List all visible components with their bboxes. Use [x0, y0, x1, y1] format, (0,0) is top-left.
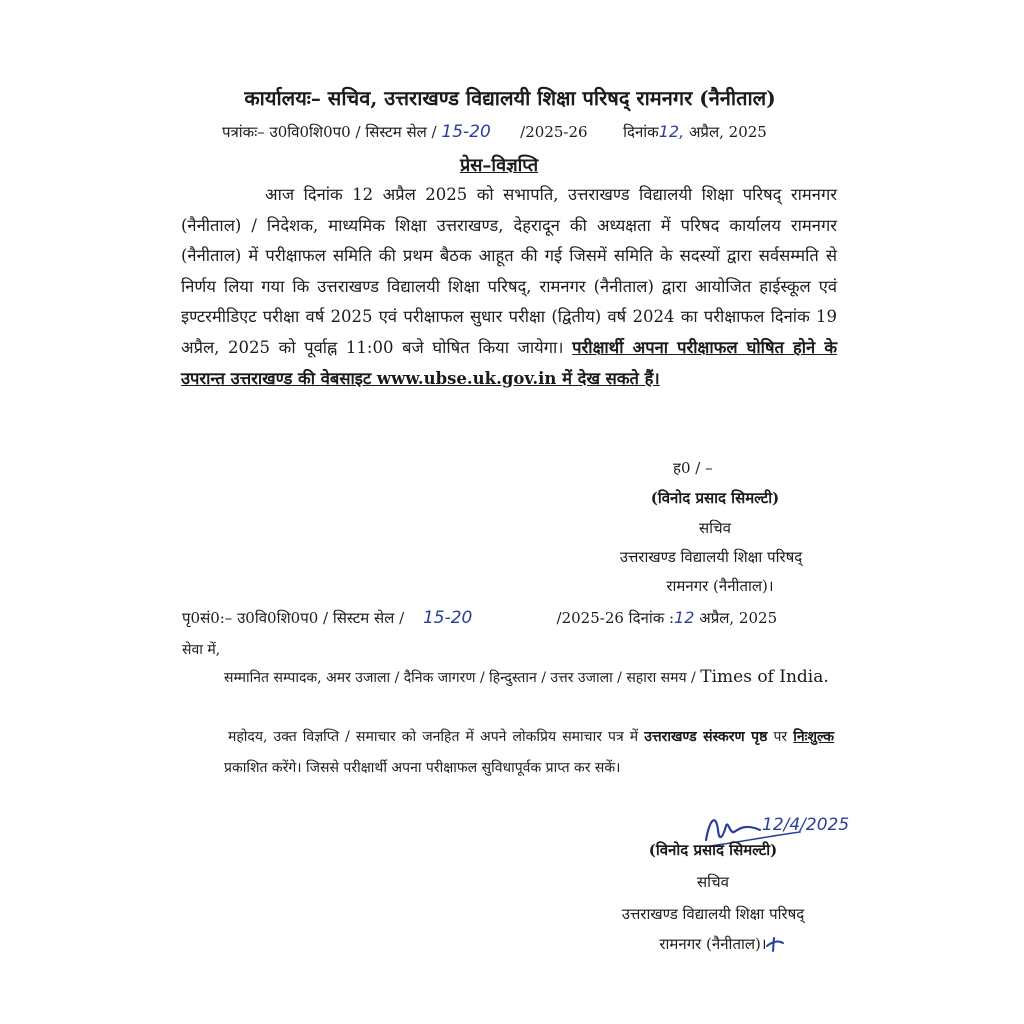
letter-reference-line	[222, 122, 767, 142]
letter-date-label: दिनांक	[623, 123, 659, 141]
request-text-3: प्रकाशित करेंगे। जिससे परीक्षार्थी अपना परीक्षाफल सुविधापूर्वक प्राप्त कर सकें।	[224, 760, 621, 776]
signatory-name-1: (विनोद प्रसाद सिमल्टी)	[650, 489, 780, 507]
recipient-times-of-india: Times of India.	[700, 667, 829, 687]
signatory-org-2: उत्तराखण्ड विद्यालयी शिक्षा परिषद्	[621, 905, 805, 923]
signature-date: 12/4/2025	[762, 815, 850, 835]
announcement-paragraph	[181, 180, 837, 394]
signatory-org-1: उत्तराखण्ड विद्यालयी शिक्षा परिषद्	[619, 548, 803, 566]
handwritten-endorsement-number: 15-20	[422, 608, 473, 628]
signatory-place-1: रामनगर (नैनीताल)।	[666, 577, 774, 595]
signatory-designation-2: सचिव	[697, 873, 729, 891]
ink-tick-mark	[764, 934, 786, 954]
publication-request	[224, 722, 834, 784]
announcement-text: आज दिनांक 12 अप्रैल 2025 को सभापति, उत्तराखण्ड विद्यालयी शिक्षा परिषद् रामनगर (नैनीताल) / निदेशक, माध्यमिक शिक्षा उत्तराखण्ड, देहरादून की अध्यक्षता में परिषद कार्यालय रामनगर (नैनीताल) में परीक्षाफल समिति की प्रथम बैठक आहूत की गई जिसमें समिति के सदस्यों द्वारा सर्वसम्मति से निर्णय लिया गया कि उत्तराखण्ड विद्यालयी शिक्षा परिषद्, रामनगर (नैनीताल) द्वारा आयोजित हाईस्कूल एवं इण्टरमीडिएट परीक्षा वर्ष 2025 एवं परीक्षाफल सुधार परीक्षा (द्वितीय) वर्ष 2024 का परीक्षाफल दिनांक 19 अप्रैल, 2025 को पूर्वाह्न 11:00 बजे घोषित किया जायेगा।	[181, 185, 837, 357]
letter-ref-year: /2025-26	[520, 123, 588, 141]
signatory-name-2: (विनोद प्रसाद सिमल्टी)	[648, 841, 778, 859]
letter-ref-prefix: पत्रांकः– उ0वि0शि0प0 / सिस्टम सेल /	[222, 123, 437, 141]
endorsement-reference-line	[182, 608, 777, 628]
recipient-list	[224, 660, 834, 696]
request-text-2: पर	[773, 729, 788, 745]
request-edition-page: उत्तराखण्ड संस्करण पृष्ठ	[644, 729, 768, 745]
letter-date-rest: अप्रैल, 2025	[688, 123, 767, 141]
recipient-newspapers: सम्मानित सम्पादक, अमर उजाला / दैनिक जागरण / हिन्दुस्तान / उत्तर उजाला / सहारा समय /	[224, 670, 696, 686]
office-heading: कार्यालयः– सचिव, उत्तराखण्ड विद्यालयी शिक्षा परिषद् रामनगर (नैनीताल)	[244, 86, 776, 110]
press-release-title: प्रेस–विज्ञप्ति	[460, 155, 539, 176]
signed-mark: ह0 / –	[673, 459, 713, 477]
signatory-place-2: रामनगर (नैनीताल)।	[659, 935, 767, 953]
endorsement-year-date-label: /2025-26 दिनांक :	[556, 609, 675, 627]
endorsement-date-rest: अप्रैल, 2025	[699, 609, 778, 627]
salutation: सेवा में,	[182, 642, 221, 658]
signatory-designation-1: सचिव	[699, 519, 731, 537]
handwritten-endorsement-day: 12	[674, 608, 695, 627]
website-notice: परीक्षार्थी अपना परीक्षाफल घोषित होने के उपरान्त उत्तराखण्ड की वेबसाइट www.ubse.uk.gov.in में देख सकते हैं।	[181, 337, 837, 388]
endorsement-ref-prefix: पृ0सं0:– उ0वि0शि0प0 / सिस्टम सेल /	[182, 609, 405, 627]
handwritten-day: 12,	[658, 122, 685, 141]
handwritten-ref-number: 15-20	[441, 122, 491, 142]
request-text-1: महोदय, उक्त विज्ञप्ति / समाचार को जनहित में अपने लोकप्रिय समाचार पत्र में	[228, 729, 639, 745]
request-free-of-cost: निःशुल्क	[793, 729, 835, 745]
